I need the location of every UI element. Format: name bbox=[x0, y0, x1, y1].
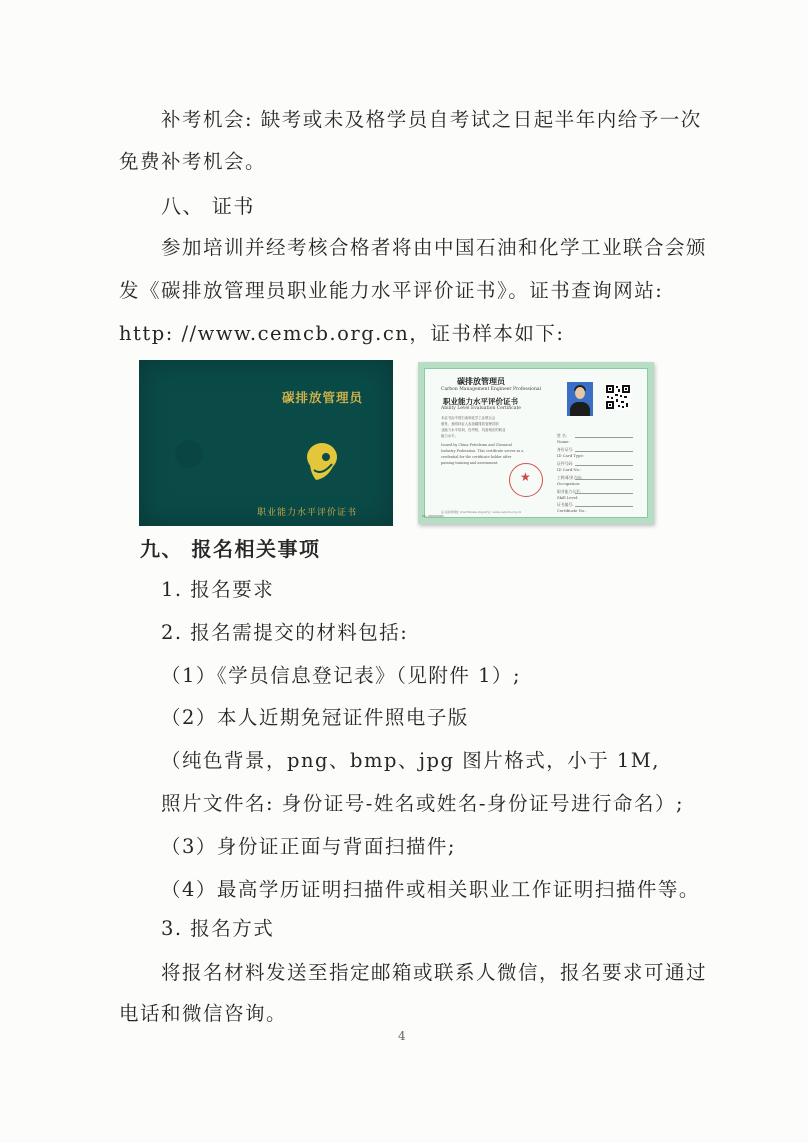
field-label: 证件号码: bbox=[557, 461, 574, 466]
paragraph-makeup-exam-line1: 补考机会: 缺考或未及格学员自考试之日起半年内给予一次 bbox=[161, 108, 702, 131]
certificate-inner-image bbox=[418, 362, 654, 524]
section-heading-registration: 九、 报名相关事项 bbox=[140, 537, 321, 561]
field-line bbox=[575, 437, 633, 438]
list-item-materials-2-note-1: （纯色背景，png、bmp、jpg 图片格式，小于 1M, bbox=[161, 749, 660, 772]
list-item-registration-requirements: 1. 报名要求 bbox=[161, 578, 275, 601]
field-label: 职业能力水平: bbox=[557, 489, 582, 494]
field-line bbox=[575, 451, 633, 452]
watermark-emblem bbox=[175, 440, 203, 468]
certificate-body-en-3: credential for the certificate holder after bbox=[441, 455, 512, 459]
field-label: 身份证号: bbox=[557, 447, 574, 452]
certificate-body-cn-1: 本证书由中国石油和化学工业联合会 bbox=[441, 416, 496, 420]
certificate-subtitle-en: Ability Level Evaluation Certificate bbox=[441, 406, 521, 411]
certificate-subtitle-cn: 职业能力水平评价证书 bbox=[443, 397, 518, 406]
certificate-footer: 证书查询网址 (Certificate Inquiry): www.cemcb.org.cn bbox=[441, 510, 522, 514]
certificate-body-cn-4: 能力水平。 bbox=[441, 434, 458, 438]
paragraph-method-line1: 将报名材料发送至指定邮箱或联系人微信，报名要求可通过 bbox=[161, 961, 708, 984]
certificate-title-cn: 碳排放管理员 bbox=[457, 376, 505, 386]
field-label: ID Card No.: bbox=[557, 467, 582, 472]
list-item-required-materials: 2. 报名需提交的材料包括: bbox=[161, 621, 409, 644]
list-item-materials-2-note-2: 照片文件名: 身份证号-姓名或姓名-身份证号进行命名）; bbox=[161, 792, 685, 815]
certificate-cover-image bbox=[139, 360, 393, 526]
bird-logo-icon bbox=[302, 440, 342, 484]
field-label: Name: bbox=[557, 439, 570, 444]
paragraph-certificate-line2: 发《碳排放管理员职业能力水平评价证书》。证书查询网站: bbox=[119, 279, 664, 302]
field-label: 工种/职业方向: bbox=[557, 475, 583, 480]
certificate-title-en: Carbon Management Engineer Professional bbox=[441, 387, 541, 392]
field-label: Certificate No.: bbox=[557, 508, 587, 513]
list-item-materials-2: （2）本人近期免冠证件照电子版 bbox=[161, 706, 469, 729]
field-line bbox=[575, 479, 633, 480]
certificate-cover-title: 碳排放管理员 bbox=[282, 390, 364, 405]
certificate-body-en-2: Industry Federation. This certificate serves as a bbox=[441, 449, 524, 453]
section-heading-certificate: 八、 证书 bbox=[161, 194, 255, 218]
id-photo bbox=[567, 382, 593, 416]
field-line bbox=[575, 506, 633, 507]
field-label: Occupation: bbox=[557, 481, 581, 486]
qr-code-icon bbox=[605, 384, 631, 410]
field-label: 姓 名: bbox=[557, 433, 568, 438]
certificate-body-en-1: Issued by China Petroleum and Chemical bbox=[441, 443, 512, 447]
certificate-body-en-4: passing training and assessment. bbox=[441, 461, 499, 465]
list-item-registration-method: 3. 报名方式 bbox=[161, 917, 275, 940]
field-line bbox=[575, 493, 633, 494]
paragraph-makeup-exam-line2: 免费补考机会。 bbox=[119, 150, 267, 173]
field-label: ID Card Type: bbox=[557, 453, 585, 458]
field-line bbox=[575, 465, 633, 466]
certificate-serial-number: No. 00000000 bbox=[422, 514, 444, 518]
field-label: Skill Level: bbox=[557, 495, 579, 500]
official-seal bbox=[509, 463, 543, 497]
star-icon: ★ bbox=[520, 470, 531, 484]
list-item-materials-3: （3）身份证正面与背面扫描件; bbox=[161, 835, 456, 858]
certificate-body-cn-2: 颁发，表明持证人参加碳排放管理员职 bbox=[441, 422, 499, 426]
certificate-cover-footer: 职业能力水平评价证书 bbox=[257, 508, 358, 518]
page-number: 4 bbox=[398, 1029, 406, 1043]
paragraph-certificate-url: http: //www.cemcb.org.cn，证书样本如下: bbox=[119, 322, 565, 345]
field-label: 证书编号: bbox=[557, 502, 574, 507]
certificate-paper bbox=[424, 368, 648, 518]
paragraph-method-line2: 电话和微信咨询。 bbox=[119, 1002, 288, 1025]
certificate-body-cn-3: 业能力水平培训，经考核，具备相应的职业 bbox=[441, 428, 506, 432]
list-item-materials-4: （4）最高学历证明扫描件或相关职业工作证明扫描件等。 bbox=[161, 878, 700, 901]
paragraph-certificate-line1: 参加培训并经考核合格者将由中国石油和化学工业联合会颁 bbox=[161, 236, 708, 259]
list-item-materials-1: （1）《学员信息登记表》（见附件 1）; bbox=[161, 664, 522, 687]
